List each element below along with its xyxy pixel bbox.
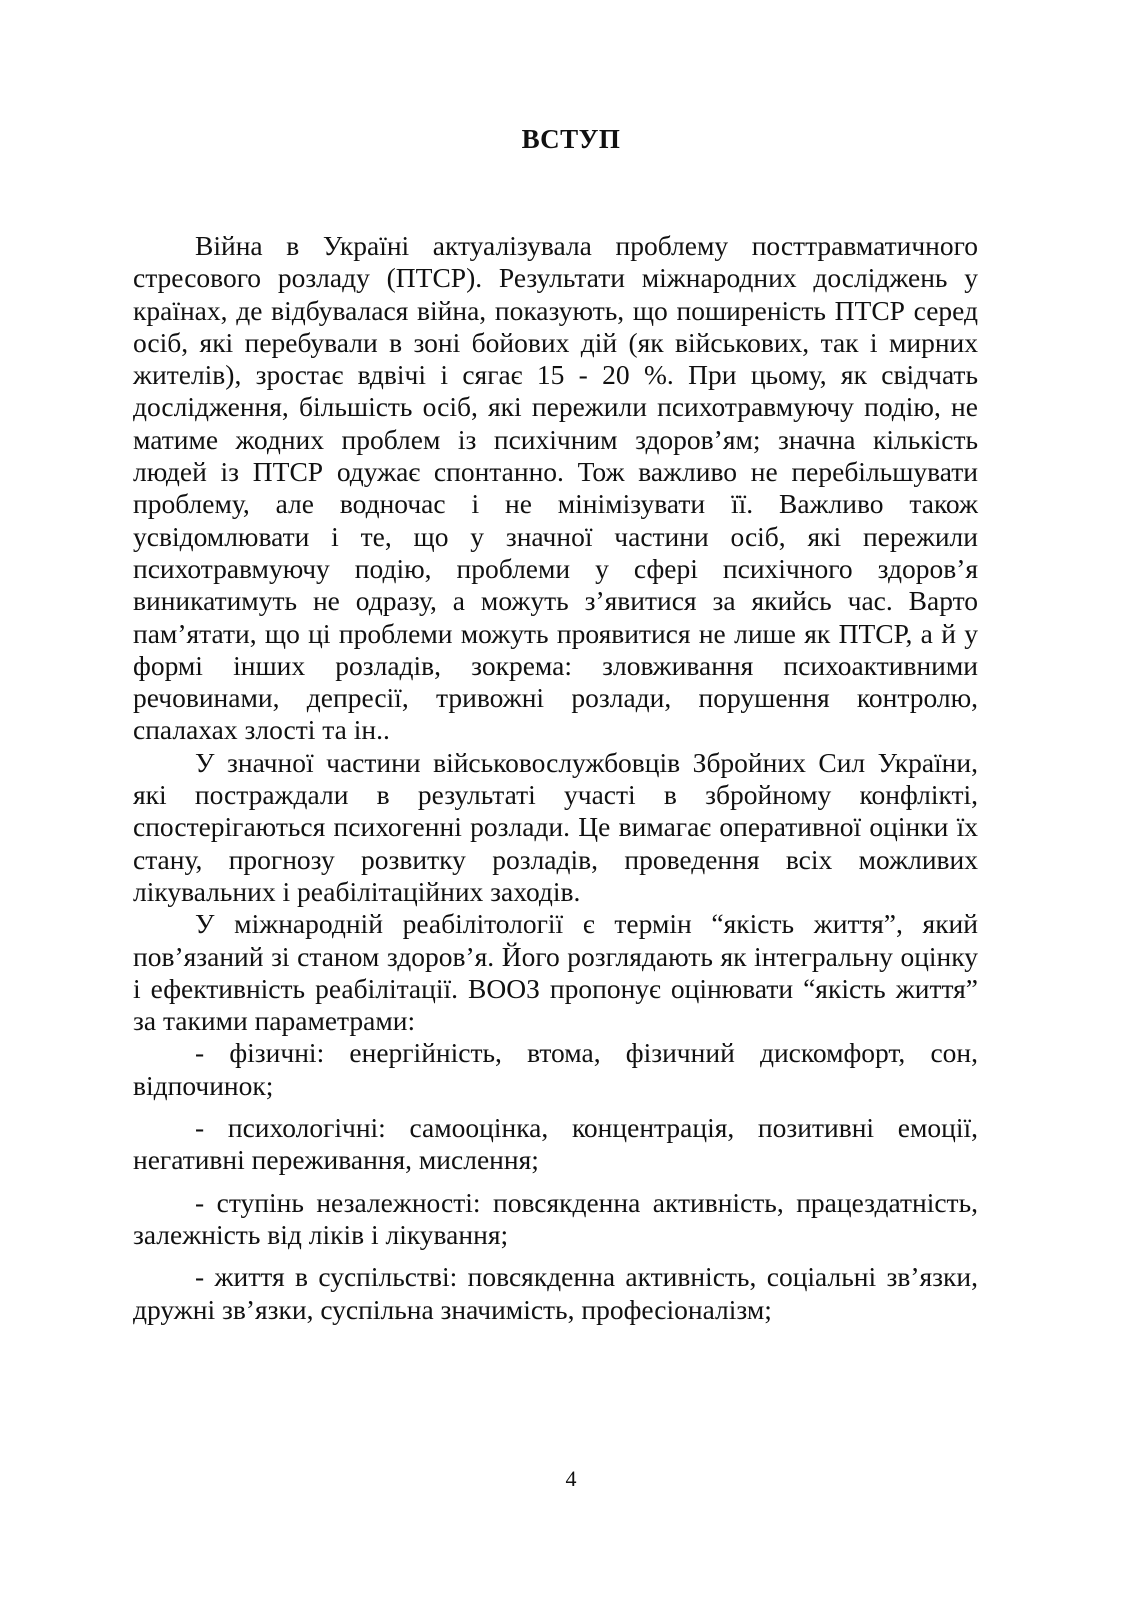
list-item: - життя в суспільстві: повсякденна активність, соціальні зв’язки, дружні зв’язки, суспільна значимість, професіоналізм; <box>133 1261 978 1325</box>
parameter-list <box>133 1037 978 1325</box>
paragraph: У міжнародній реабілітології є термін “якість життя”, який пов’язаний зі станом здоров’я. Його розглядають як інтегральну оцінку і ефективність реабілітації. ВООЗ пропонує оцінювати “якість життя” за такими параметрами: <box>133 908 978 1037</box>
paragraph: Війна в Україні актуалізувала проблему посттравматичного стресового розладу (ПТСР). Результати міжнародних досліджень у країнах, де відбувалася війна, показують, що поширеність ПТСР серед осіб, які перебували в зоні бойових дій (як військових, так і мирних жителів), зростає вдвічі і сягає 15 - 20 %. При цьому, як свідчать дослідження, більшість осіб, які пережили психотравмуючу подію, не матиме жодних проблем із психічним здоров’ям; значна кількість людей із ПТСР одужає спонтанно. Тож важливо не перебільшувати проблему, але водночас і не мінімізувати її. Важливо також усвідомлювати і те, що у значної частини осіб, які пережили психотравмуючу подію, проблеми у сфері психічного здоров’я виникатимуть не одразу, а можуть з’явитися за якийсь час. Варто пам’ятати, що ці проблеми можуть проявитися не лише як ПТСР, а й у формі інших розладів, зокрема: зловживання психоактивними речовинами, депресії, тривожні розлади, порушення контролю, спалахах злості та ін.. <box>133 230 978 746</box>
paragraph: У значної частини військовослужбовців Збройних Сил України, які постраждали в результаті участі в збройному конфлікті, спостерігаються психогенні розлади. Це вимагає оперативної оцінки їх стану, прогнозу розвитку розладів, проведення всіх можливих лікувальних і реабілітаційних заходів. <box>133 746 978 907</box>
list-item: - фізичні: енергійність, втома, фізичний дискомфорт, сон, відпочинок; <box>133 1037 978 1101</box>
list-item: - психологічні: самооцінка, концентрація, позитивні емоції, негативні переживання, мислення; <box>133 1112 978 1176</box>
list-item: - ступінь незалежності: повсякденна активність, працездатність, залежність від ліків і лікування; <box>133 1186 978 1250</box>
page-number: 4 <box>565 1466 577 1491</box>
section-title: ВСТУП <box>521 124 621 154</box>
body-text <box>133 230 978 1326</box>
